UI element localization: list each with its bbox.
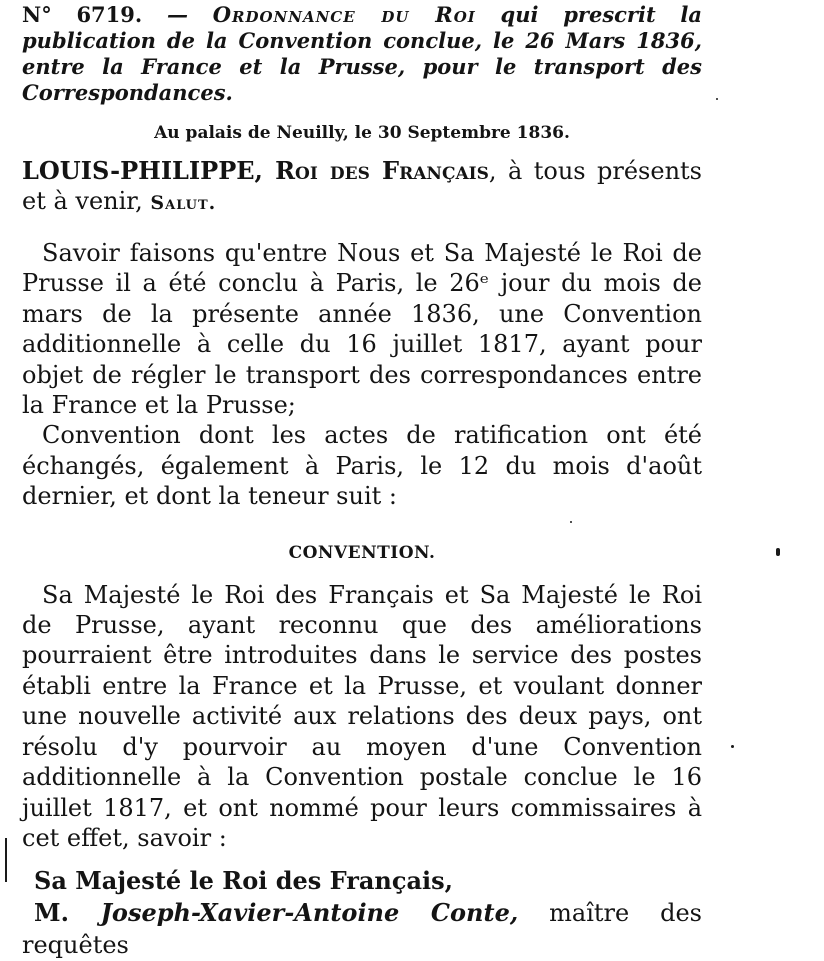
king-title: Roi des Français xyxy=(262,156,489,185)
scan-speck xyxy=(716,98,718,100)
king-name: LOUIS-PHILIPPE, xyxy=(22,156,263,185)
convention-title: CONVENTION. xyxy=(288,542,436,563)
scan-margin-line xyxy=(5,838,7,882)
paragraph-savoir-faisons: Savoir faisons qu'entre Nous et Sa Majesté le Roi de Prusse il a été conclu à Paris, le 26ᵉ jour du mois de mars de la présente année 1836, une Convention additionnelle à celle du 16 juillet 1817, ayant pour objet de régler le transport des correspondances entre la France et la Prusse; xyxy=(22,239,702,420)
ordinance-number: N° 6719. xyxy=(22,2,143,27)
commissioner-prefix: M. xyxy=(34,898,101,928)
convention-paragraph: Sa Majesté le Roi des Français et Sa Majesté le Roi de Prusse, ayant reconnu que des améliorations pourraient être introduites dans le service des postes établi entre la France et la Prusse, et voulant donner une nouvelle activité aux relations des deux pays, ont résolu d'y pourvoir au moyen d'une Convention additionnelle à la Convention postale conclue le 16 juillet 1817, et ont nommé pour leurs commissaires à cet effet, savoir : xyxy=(22,580,702,852)
ordinance-description: qui prescrit la publication de la Convention conclue, le 26 Mars 1836, entre la France et la Prusse, pour le transport des Correspondances. xyxy=(22,2,703,105)
scan-speck xyxy=(731,745,734,748)
signatory-sovereign: Sa Majesté le Roi des Français, xyxy=(34,866,454,896)
intro-text: , à tous présents et à venir, xyxy=(22,157,702,215)
paragraph-ratification: Convention dont les actes de ratification ont été échangés, également à Paris, le 12 du mois d'août dernier, et dont la teneur suit : xyxy=(22,421,702,511)
royal-intro xyxy=(22,156,702,218)
heading-dash: — xyxy=(142,2,213,27)
ordinance-heading xyxy=(22,2,702,106)
scan-speck xyxy=(776,548,780,556)
scan-speck xyxy=(570,521,572,523)
dateline: Au palais de Neuilly, le 30 Septembre 1836. xyxy=(154,123,570,143)
commissioner-name: Joseph-Xavier-Antoine Conte, xyxy=(100,898,519,928)
document-page xyxy=(22,2,702,961)
salut-word: Salut. xyxy=(150,192,217,214)
ordinance-label: Ordonnance du Roi xyxy=(212,2,476,27)
signatory-commissioner xyxy=(22,897,702,961)
commissioner-role: maître des requêtes xyxy=(22,899,702,960)
